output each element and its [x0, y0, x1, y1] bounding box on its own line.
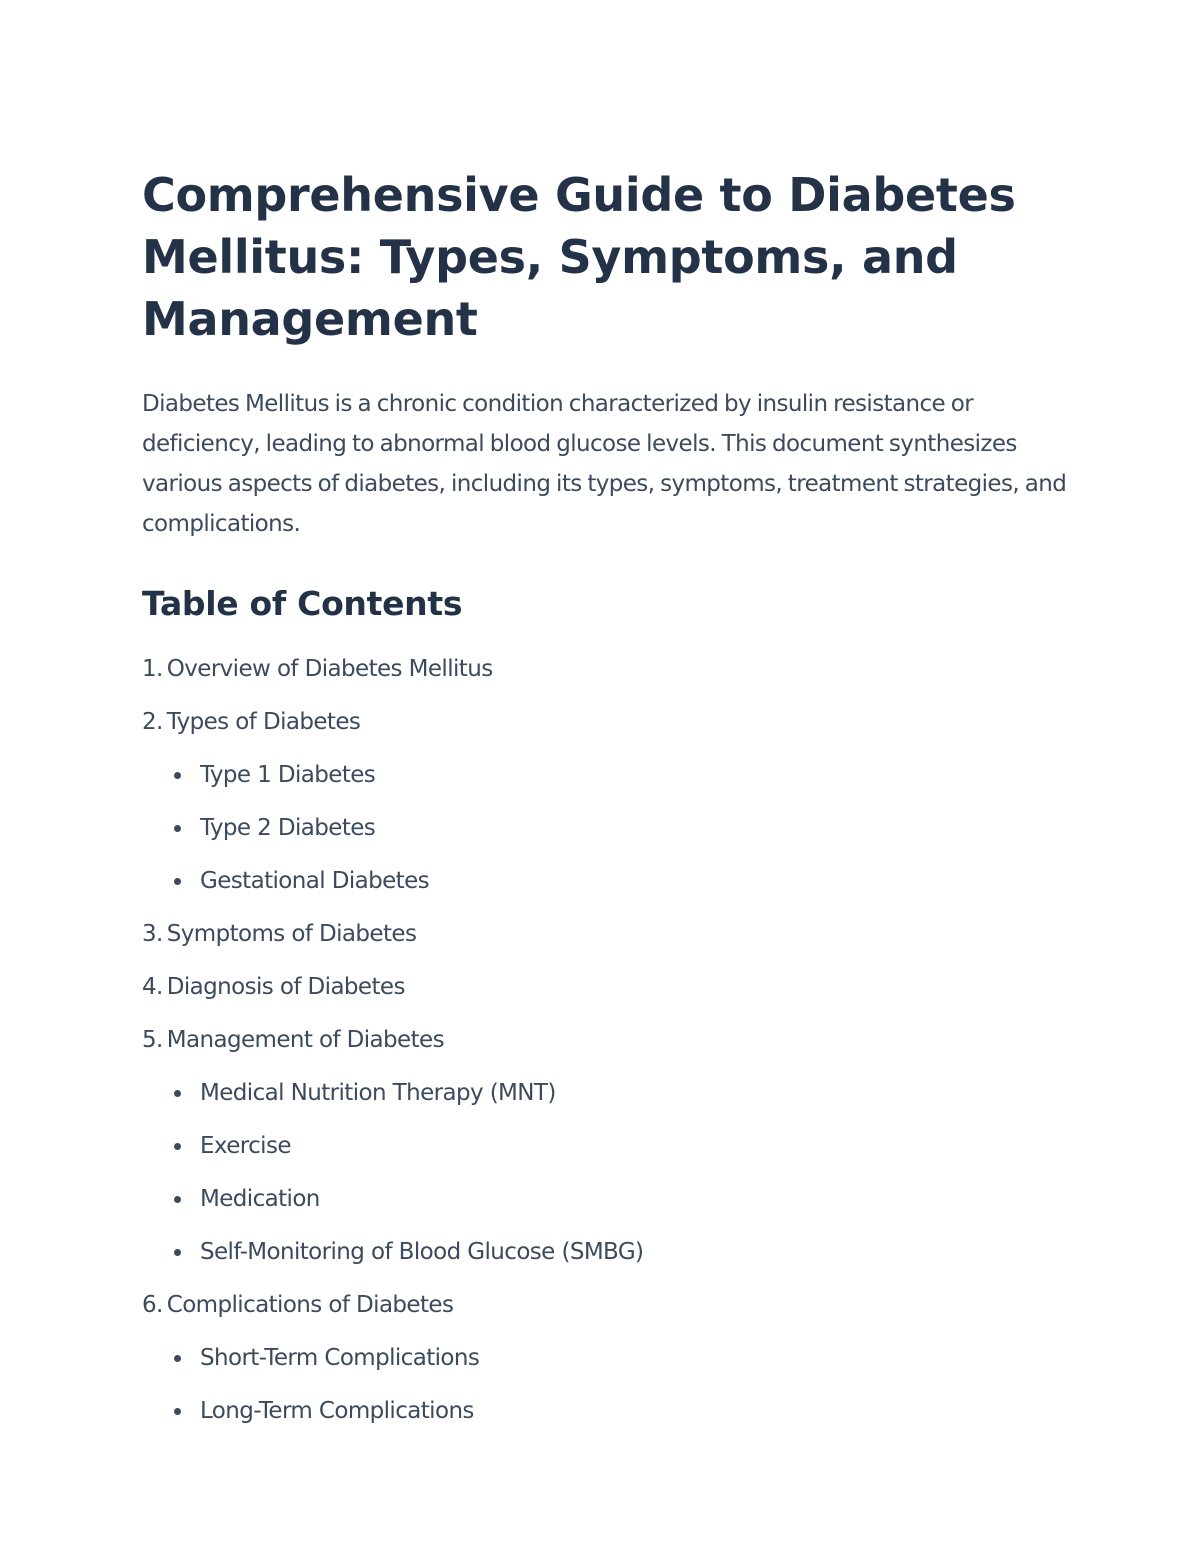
toc-subitem-label: Medical Nutrition Therapy (MNT) — [200, 1080, 556, 1106]
toc-heading: Table of Contents — [142, 584, 463, 623]
toc-item-label: Diagnosis of Diabetes — [166, 974, 405, 1000]
bullet-icon — [174, 1196, 181, 1203]
toc-subitem-label: Type 2 Diabetes — [200, 815, 376, 841]
bullet-icon — [174, 1143, 181, 1150]
toc-subitem — [172, 1396, 1072, 1426]
toc-item-management — [142, 1025, 1072, 1267]
toc-item-number: 2. — [142, 709, 163, 735]
toc-subitem — [172, 1343, 1072, 1373]
toc-subitem — [172, 1078, 1072, 1108]
bullet-icon — [174, 1249, 181, 1256]
bullet-icon — [174, 1355, 181, 1362]
document-title: Comprehensive Guide to Diabetes Mellitus: Types, Symptoms, and Management — [142, 168, 1016, 346]
toc-item-complications — [142, 1290, 1072, 1426]
toc-item-number: 3. — [142, 921, 163, 947]
bullet-icon — [174, 772, 181, 779]
toc-subitem-label: Self-Monitoring of Blood Glucose (SMBG) — [200, 1239, 644, 1265]
toc-subitem — [172, 1131, 1072, 1161]
toc-subitem — [172, 866, 1072, 896]
toc-item-diagnosis — [142, 972, 1072, 1002]
toc-item-number: 4. — [142, 974, 163, 1000]
document-page — [142, 164, 1072, 1449]
toc-item-number: 6. — [142, 1292, 163, 1318]
toc-sublist-complications — [142, 1343, 1072, 1426]
toc-subitem — [172, 760, 1072, 790]
toc-item-label: Overview of Diabetes Mellitus — [166, 656, 493, 682]
toc-item-number: 1. — [142, 656, 163, 682]
toc-sublist-management — [142, 1078, 1072, 1267]
toc-item-label: Types of Diabetes — [166, 709, 361, 735]
toc-sublist-types — [142, 760, 1072, 896]
toc-subitem-label: Medication — [200, 1186, 320, 1212]
toc-item-overview — [142, 654, 1072, 684]
toc-subitem-label: Type 1 Diabetes — [200, 762, 376, 788]
table-of-contents — [142, 654, 1072, 1426]
toc-item-label: Symptoms of Diabetes — [166, 921, 417, 947]
toc-item-label: Complications of Diabetes — [166, 1292, 454, 1318]
toc-item-label: Management of Diabetes — [166, 1027, 444, 1053]
toc-subitem — [172, 813, 1072, 843]
toc-subitem — [172, 1237, 1072, 1267]
toc-item-number: 5. — [142, 1027, 163, 1053]
toc-subitem-label: Short-Term Complications — [200, 1345, 480, 1371]
bullet-icon — [174, 1408, 181, 1415]
bullet-icon — [174, 878, 181, 885]
toc-item-types — [142, 707, 1072, 896]
bullet-icon — [174, 825, 181, 832]
toc-subitem-label: Gestational Diabetes — [200, 868, 430, 894]
toc-subitem-label: Long-Term Complications — [200, 1398, 474, 1424]
toc-item-symptoms — [142, 919, 1072, 949]
intro-paragraph: Diabetes Mellitus is a chronic condition characterized by insulin resistance or deficiency, leading to abnormal blood glucose levels. This document synthesizes various aspects of diabetes, including its types, symptoms, treatment strategies, and complications. — [142, 391, 1067, 537]
bullet-icon — [174, 1090, 181, 1097]
toc-subitem — [172, 1184, 1072, 1214]
toc-subitem-label: Exercise — [200, 1133, 291, 1159]
